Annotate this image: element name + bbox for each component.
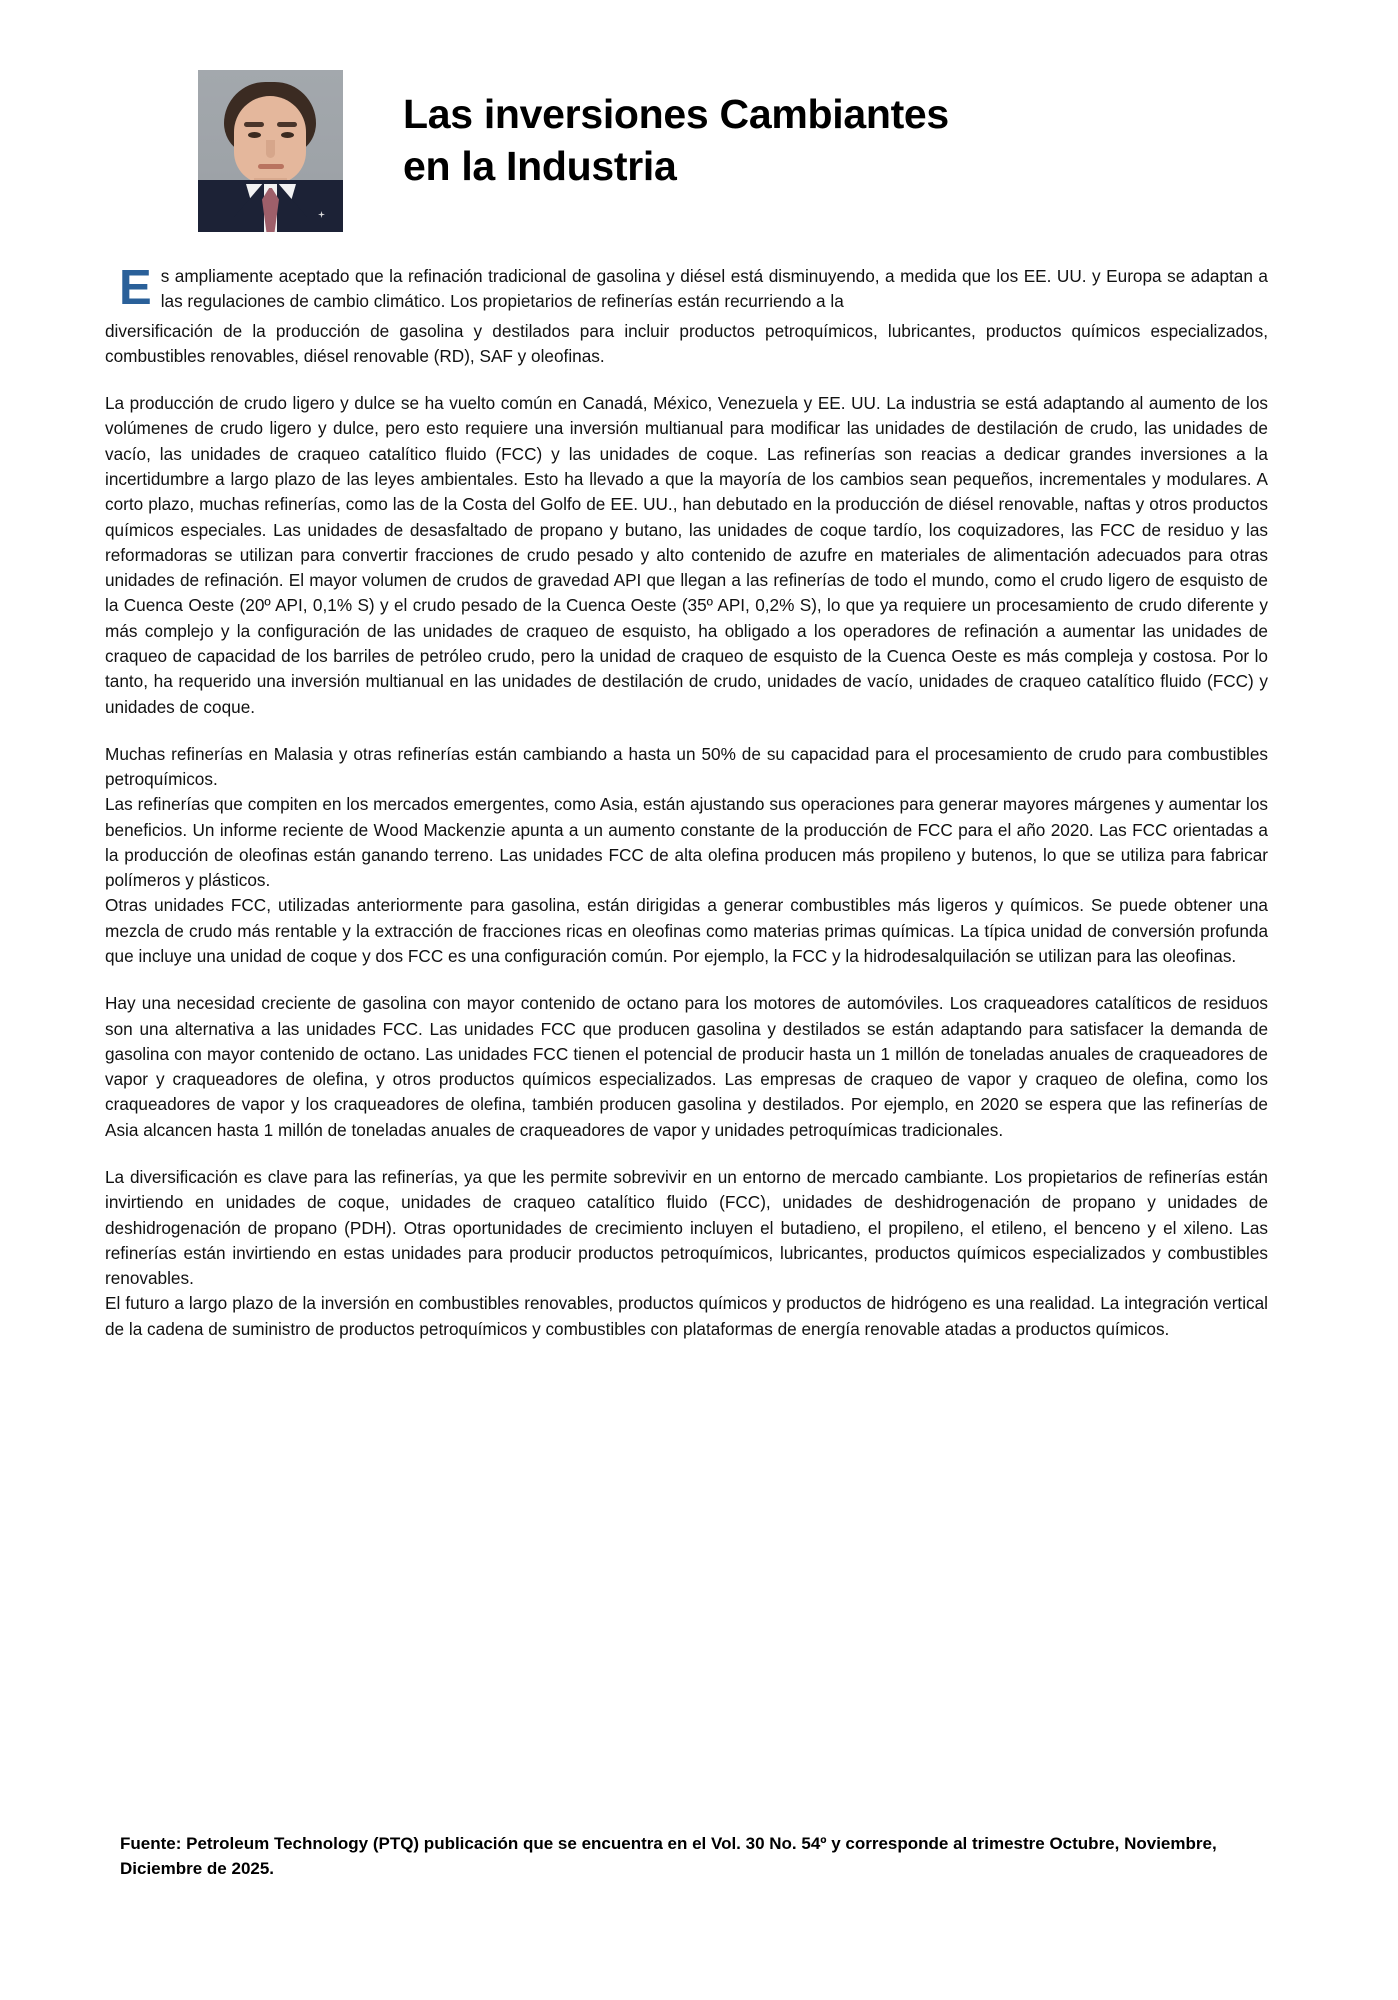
portrait-eyebrow-right [277, 122, 297, 127]
lead-paragraph-continuation: diversificación de la producción de gasolina y destilados para incluir productos petroquímicos, lubricantes, productos químicos especializados, combustibles renovables, diésel renovable (RD), SAF y oleofinas. [105, 320, 1268, 366]
portrait-eye-left [248, 132, 261, 138]
paragraph-4: Otras unidades FCC, utilizadas anteriormente para gasolina, están dirigidas a generar combustibles más ligeros y químicos. Se puede obtener una mezcla de crudo más rentable y la extracción de fracciones ricas en oleofinas como materias primas químicas. La típica unidad de conversión profunda que incluye una unidad de coque y dos FCC es una configuración común. Por ejemplo, la FCC y la hidrodesalquilación se utilizan para las oleofinas. [105, 895, 1268, 967]
paragraph-6: La diversificación es clave para las refinerías, ya que les permite sobrevivir en un entorno de mercado cambiante. Los propietarios de refinerías están invirtiendo en unidades de coque, unidades de craqueo catalítico fluido (FCC), unidades de deshidrogenación de propano y unidades de deshidrogenación de propano (PDH). Otras oportunidades de crecimiento incluyen el butadieno, el propileno, el etileno, el benceno y el xileno. Las refinerías están invirtiendo en estas unidades para producir productos petroquímicos, lubricantes, productos químicos especializados y combustibles renovables. [105, 1167, 1268, 1289]
paragraph-3: Las refinerías que compiten en los mercados emergentes, como Asia, están ajustando sus operaciones para generar mayores márgenes y aumentar los beneficios. Un informe reciente de Wood Mackenzie apunta a un aumento constante de la producción de FCC para el año 2020. Las FCC orientadas a la producción de oleofinas están ganando terreno. Las unidades FCC de alta olefina producen más propileno y butenos, lo que se utiliza para fabricar polímeros y plásticos. [105, 794, 1268, 891]
paragraph-7: El futuro a largo plazo de la inversión en combustibles renovables, productos químicos y productos de hidrógeno es una realidad. La integración vertical de la cadena de suministro de productos petroquímicos y combustibles con plataformas de energía renovable atadas a productos químicos. [105, 1293, 1268, 1339]
article-header [198, 0, 1268, 232]
drop-cap-letter: E [119, 261, 152, 315]
paragraph-2: Muchas refinerías en Malasia y otras refinerías están cambiando a hasta un 50% de su capacidad para el procesamiento de crudo para combustibles petroquímicos. [105, 743, 1268, 790]
lead-paragraph-text: s ampliamente aceptado que la refinación tradicional de gasolina y diésel está disminuyendo, a medida que los EE. UU. y Europa se adaptan a las regulaciones de cambio climático. Los propietarios de refinerías están recurriendo a la [160, 266, 1268, 312]
paragraph-1: La producción de crudo ligero y dulce se ha vuelto común en Canadá, México, Venezuela y EE. UU. La industria se está adaptando al aumento de los volúmenes de crudo ligero y dulce, pero esto requiere una inversión multianual para modificar las unidades de destilación de crudo, las unidades de vacío, las unidades de craqueo catalítico fluido (FCC) y las unidades de coque. Las refinerías son reacias a dedicar grandes inversiones a la incertidumbre a largo plazo de las leyes ambientales. Esto ha llevado a que la mayoría de los cambios sean pequeños, incrementales y modulares. A corto plazo, muchas refinerías, como las de la Costa del Golfo de EE. UU., han debutado en la producción de diésel renovable, naftas y otros productos químicos especiales. Las unidades de desasfaltado de propano y butano, las unidades de coque tardío, los coquizadores, las FCC de residuo y las reformadoras se utilizan para convertir fracciones de crudo pesado y alto contenido de azufre en materiales de alimentación adecuados para otras unidades de refinación. El mayor volumen de crudos de gravedad API que llegan a las refinerías de todo el mundo, como el crudo ligero de esquisto de la Cuenca Oeste (20º API, 0,1% S) y el crudo pesado de la Cuenca Oeste (35º API, 0,2% S), lo que ya requiere un procesamiento de crudo diferente y más complejo y la configuración de las unidades de craqueo de esquisto, ha obligado a los operadores de refinación a aumentar las unidades de craqueo de capacidad de los barriles de petróleo crudo, pero la unidad de craqueo de esquisto de la Cuenca Oeste es más compleja y costosa. Por lo tanto, ha requerido una inversión multianual en las unidades de destilación de crudo, unidades de vacío, unidades de craqueo catalítico fluido (FCC) y unidades de coque. [105, 393, 1268, 717]
page-title [403, 88, 949, 193]
author-portrait-image [198, 70, 343, 232]
portrait-eyebrow-left [244, 122, 264, 127]
portrait-mouth [258, 164, 284, 169]
article-body [105, 261, 1268, 1342]
page-title-line-1: Las inversiones Cambiantes [403, 91, 949, 137]
source-footnote: Fuente: Petroleum Technology (PTQ) publicación que se encuentra en el Vol. 30 No. 54º y corresponde al trimestre Octubre, Noviembre, Diciembre de 2025. [120, 1834, 1217, 1878]
page-title-line-2: en la Industria [403, 143, 677, 190]
portrait-eye-right [281, 132, 294, 138]
portrait-nose [266, 140, 275, 158]
lead-paragraph [105, 261, 1268, 315]
paragraph-5: Hay una necesidad creciente de gasolina con mayor contenido de octano para los motores de automóviles. Los craqueadores catalíticos de residuos son una alternativa a las unidades FCC. Las unidades FCC que producen gasolina y destilados se están adaptando para satisfacer la demanda de gasolina con mayor contenido de octano. Las unidades FCC tienen el potencial de producir hasta un 1 millón de toneladas anuales de craqueadores de vapor y craqueadores de olefina, y otros productos químicos especializados. Las empresas de craqueo de vapor y craqueo de olefina, como los craqueadores de vapor y los craqueadores de olefina, también producen gasolina y destilados. Por ejemplo, en 2020 se espera que las refinerías de Asia alcancen hasta 1 millón de toneladas anuales de craqueadores de vapor y unidades petroquímicas tradicionales. [105, 993, 1268, 1140]
